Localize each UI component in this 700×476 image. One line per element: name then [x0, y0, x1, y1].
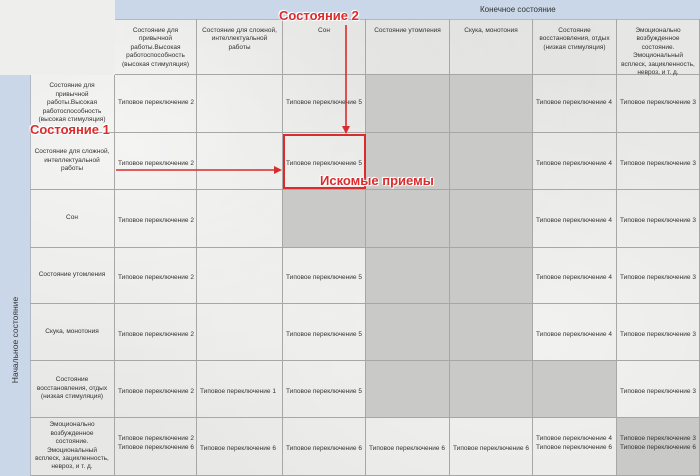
switch-label: Типовое переключение 6: [536, 444, 612, 451]
target-annotation: Искомые приемы: [320, 173, 434, 188]
switch-label: Типовое переключение 2: [118, 159, 194, 167]
switch-label: Типовое переключение 3: [620, 387, 696, 395]
switch-label: Типовое переключение 2: [118, 387, 194, 395]
row-header: Эмоционально возбужденное состояние. Эмоциональный всплеск, зацикленность, невроз, и т. д.: [30, 418, 115, 476]
switch-label: Типовое переключение 3: [620, 330, 696, 338]
switch-label: Типовое переключение 3: [620, 159, 696, 167]
initial-state-label: Начальное состояние: [10, 296, 20, 384]
row-header: Скука, монотония: [30, 304, 115, 361]
switch-label: Типовое переключение 3: [620, 274, 696, 281]
switch-label: Типовое переключение 5: [286, 330, 362, 338]
switch-label: Типовое переключение 6: [453, 445, 529, 452]
row-header: Состояние для привычной работы.Высокая работоспособность (высокая стимуляция): [30, 75, 115, 133]
row-header: Состояние утомления: [30, 248, 115, 304]
switch-label: Типовое переключение 4: [536, 217, 612, 224]
switch-label: Типовое переключение 3: [620, 435, 696, 442]
row-header: Сон: [30, 190, 115, 248]
switch-label: Типовое переключение 5: [286, 274, 362, 281]
switch-label: Типовое переключение 2: [118, 330, 194, 338]
column-header: Состояние для привычной работы.Высокая работоспособность (высокая стимуляция): [115, 19, 197, 75]
switch-label: Типовое переключение 4: [536, 330, 612, 338]
column-header: Скука, монотония: [450, 19, 533, 75]
switch-label: Типовое переключение 6: [369, 445, 445, 452]
switch-label: Типовое переключение 1: [200, 387, 276, 395]
switch-label: Типовое переключение 3: [620, 217, 696, 224]
column-header: Состояние для сложной, интеллектуальной работы: [197, 19, 283, 75]
column-header: Сон: [283, 19, 366, 75]
column-header: Состояние восстановления, отдых (низкая стимуляция): [533, 19, 617, 75]
state2-annotation: Состояние 2: [279, 8, 359, 23]
switch-label: Типовое переключение 5: [286, 159, 362, 167]
switch-label: Типовое переключение 6: [286, 445, 362, 452]
switch-label: Типовое переключение 4: [536, 435, 612, 442]
switch-label: Типовое переключение 5: [286, 387, 362, 395]
switch-label: Типовое переключение 2: [118, 99, 194, 106]
switch-label: Типовое переключение 3: [620, 99, 696, 106]
row-header: Состояние для сложной, интеллектуальной работы: [30, 133, 115, 190]
column-header: Эмоционально возбужденное состояние. Эмоциональный всплеск, зацикленность, невроз, и т. д.: [617, 19, 700, 75]
switch-label: Типовое переключение 2: [118, 274, 194, 281]
switch-label: Типовое переключение 6: [620, 444, 696, 451]
switch-label: Типовое переключение 4: [536, 99, 612, 106]
final-state-label: Конечное состояние: [480, 5, 556, 14]
switch-label: Типовое переключение 6: [118, 444, 194, 451]
switch-label: Типовое переключение 4: [536, 159, 612, 167]
switch-label: Типовое переключение 4: [536, 274, 612, 281]
state1-annotation: Состояние 1: [30, 122, 110, 137]
switch-label: Типовое переключение 2: [118, 435, 194, 442]
column-header: Состояние утомления: [366, 19, 450, 75]
row-header: Состояние восстановления, отдых (низкая стимуляция): [30, 361, 115, 418]
switch-label: Типовое переключение 5: [286, 99, 362, 106]
switch-label: Типовое переключение 2: [118, 217, 194, 224]
switch-label: Типовое переключение 6: [200, 445, 276, 452]
